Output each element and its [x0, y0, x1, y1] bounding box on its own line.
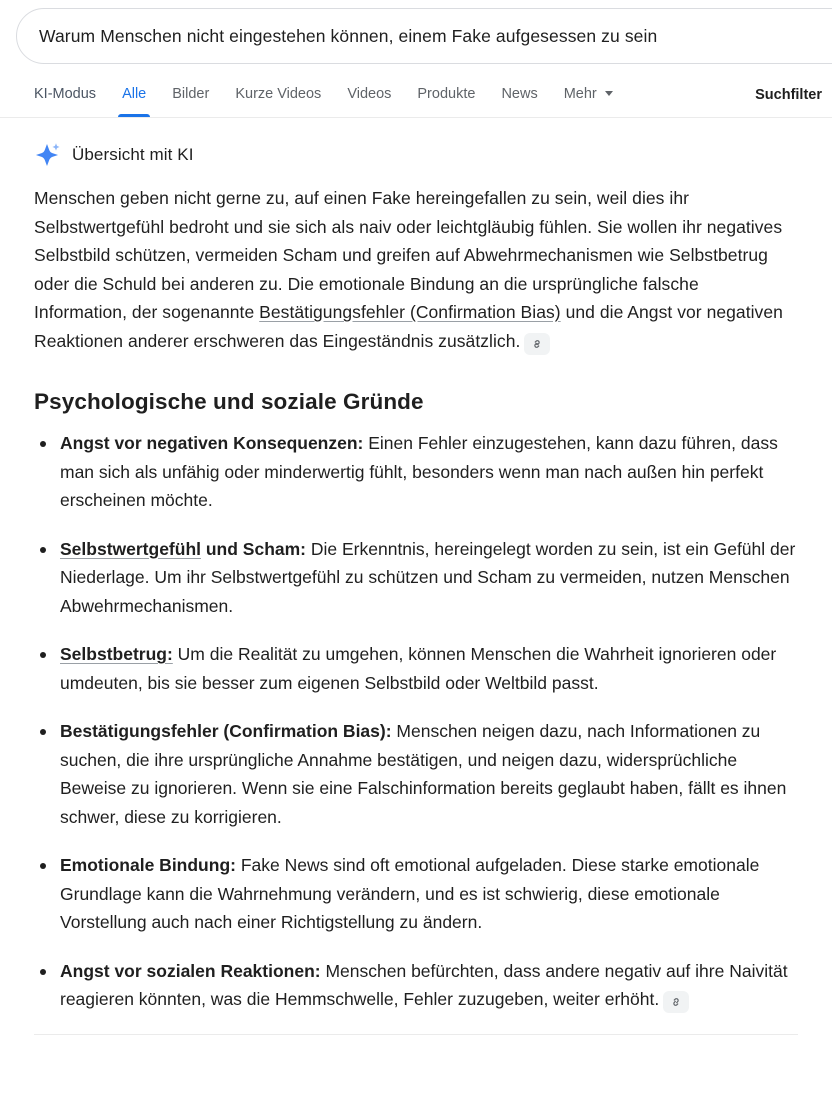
tab-label: Kurze Videos — [235, 86, 322, 102]
section-divider — [34, 1034, 798, 1035]
tab-label: Bilder — [172, 86, 210, 102]
tab-mehr[interactable] — [551, 85, 626, 117]
summary-part-1: Menschen geben nicht gerne zu, auf einen Fake hereingefallen zu sein, weil dies ihr Selbstwertgefühl bedroht und sie sich als naiv oder leichtgläubig fühlen. Sie wollen ihr negatives Selbstbild schützen, vermeiden Scham und greifen auf Abwehrmechanismen wie Selbstbetrug oder die Schuld bei anderen zu. Die emotionale Bindung an die ursprüngliche falsche Information, der sogenannte — [34, 188, 783, 322]
confirmation-bias-link[interactable]: Bestätigungsfehler (Confirmation Bias) — [259, 302, 561, 322]
list-item-term-link[interactable]: Selbstbetrug: — [60, 644, 173, 664]
tab-alle[interactable] — [109, 85, 159, 117]
list-item — [34, 851, 796, 937]
tab-label: Mehr — [563, 86, 597, 102]
summary-part-2: und die Angst vor negativen Reaktionen anderer erschweren das Eingeständnis zusätzlich. — [34, 302, 783, 351]
list-item-text: Fake News sind oft emotional aufgeladen. Diese starke emotionale Grundlage kann die Wahrnehmung verändern, und es ist schwierig, diese emotionale Vorstellung auch nach einer Richtigstellung zu ändern. — [60, 855, 760, 932]
list-item-text: Die Erkenntnis, hereingelegt worden zu sein, ist ein Gefühl der Niederlage. Um ihr Selbstwertgefühl zu schützen und Scham zu vermeiden, nutzen Menschen Abwehrmechanismen. — [60, 538, 796, 616]
list-item — [34, 717, 796, 831]
list-item — [34, 640, 796, 697]
tab-kurze-videos[interactable] — [222, 85, 334, 117]
list-item-term-rest: und Scham: — [201, 538, 307, 559]
tab-produkte[interactable] — [404, 85, 488, 117]
results-tab-bar — [0, 64, 832, 118]
list-item — [34, 535, 796, 621]
tab-bilder[interactable] — [159, 85, 222, 117]
tab-videos[interactable] — [334, 85, 404, 117]
tab-label: KI-Modus — [34, 86, 97, 102]
tab-label: Videos — [347, 86, 392, 102]
list-item — [34, 957, 796, 1014]
link-icon[interactable] — [663, 991, 689, 1013]
reasons-list — [34, 429, 796, 1014]
tab-ki-modus[interactable] — [24, 85, 109, 117]
tab-label: Produkte — [417, 86, 476, 102]
tab-label: Alle — [122, 86, 147, 102]
ai-overview-panel — [0, 118, 832, 1014]
search-filters-label: Suchfilter — [755, 87, 822, 103]
link-icon[interactable] — [524, 333, 550, 355]
search-bar-container — [0, 0, 832, 64]
search-input[interactable] — [37, 25, 832, 48]
ai-sparkle-icon — [34, 142, 60, 168]
ai-overview-header — [34, 118, 796, 178]
ai-overview-summary — [34, 184, 796, 355]
list-item-term: Angst vor negativen Konsequenzen: — [60, 433, 364, 453]
list-item-text: Menschen neigen dazu, nach Informationen zu suchen, die ihre ursprüngliche Annahme bestätigen, und neigen dazu, widersprüchliche Beweise zu ignorieren. Wenn sie eine Falschinformation bereits geglaubt haben, fällt es ihnen schwer, diese zu korrigieren. — [60, 721, 787, 827]
list-item-term-link[interactable]: Selbstwertgefühl — [60, 538, 201, 559]
section-heading: Psychologische und soziale Gründe — [34, 389, 424, 414]
list-item-text: Menschen befürchten, dass andere negativ auf ihre Naivität reagieren könnten, was die Hemmschwelle, Fehler zuzugeben, weiter erhöht. — [60, 960, 788, 1009]
tab-label: News — [501, 86, 538, 102]
list-item — [34, 429, 796, 515]
list-item-text: Um die Realität zu umgehen, können Menschen die Wahrheit ignorieren oder umdeuten, bis sie besser zum eigenen Selbstbild oder Weltbild passt. — [60, 644, 777, 693]
tab-news[interactable] — [488, 85, 550, 117]
list-item-term: Angst vor sozialen Reaktionen: — [60, 960, 321, 981]
ai-overview-title: Übersicht mit KI — [72, 145, 194, 164]
list-item-term: Emotionale Bindung: — [60, 855, 236, 875]
list-item-text: Einen Fehler einzugestehen, kann dazu führen, dass man sich als unfähig oder minderwertig fühlt, besonders wenn man nach außen hin perfekt erscheinen möchte. — [60, 433, 778, 510]
search-box[interactable] — [16, 8, 832, 64]
search-filters-button[interactable] — [755, 87, 822, 117]
list-item-term: Bestätigungsfehler (Confirmation Bias): — [60, 721, 392, 741]
chevron-down-icon — [605, 91, 613, 96]
